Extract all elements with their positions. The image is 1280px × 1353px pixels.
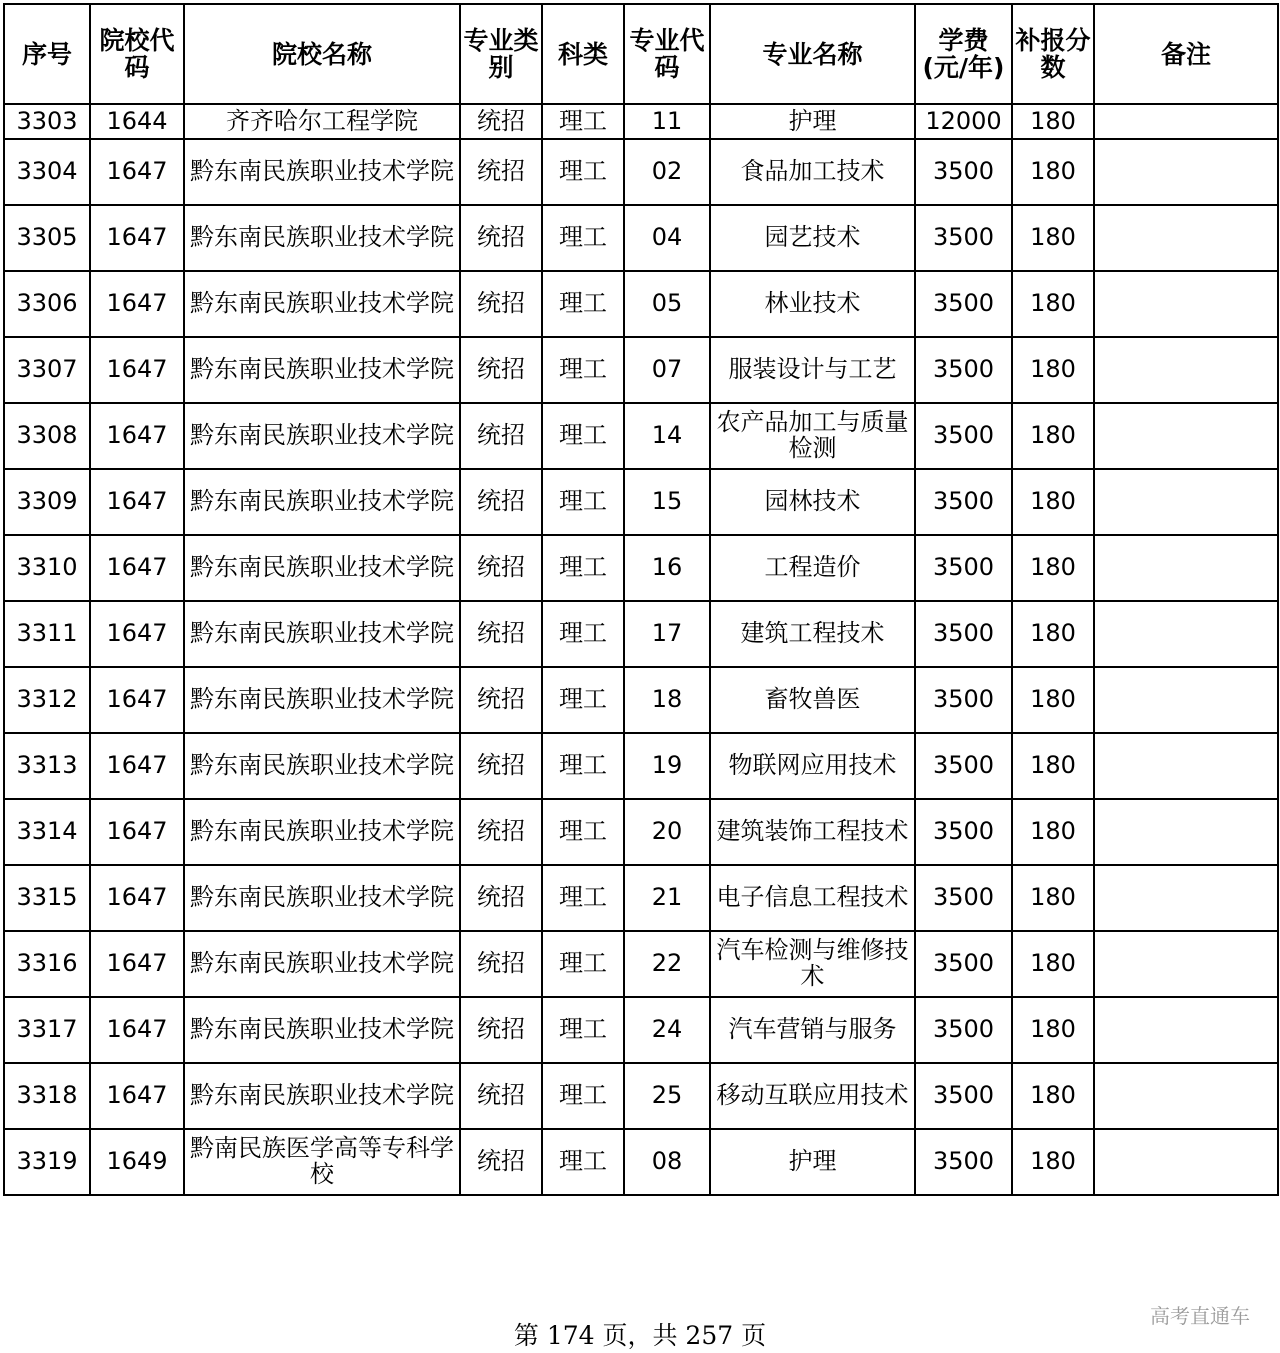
cell-score: 180 bbox=[1012, 733, 1094, 799]
cell-major-category: 统招 bbox=[460, 535, 542, 601]
cell-school-name: 黔东南民族职业技术学院 bbox=[184, 535, 460, 601]
cell-major-category: 统招 bbox=[460, 403, 542, 469]
header-score: 补报分数 bbox=[1012, 4, 1094, 104]
cell-school-name: 黔东南民族职业技术学院 bbox=[184, 799, 460, 865]
cell-tuition: 3500 bbox=[915, 931, 1012, 997]
cell-major-name: 建筑装饰工程技术 bbox=[710, 799, 915, 865]
cell-school-code: 1647 bbox=[90, 733, 184, 799]
cell-subject-type: 理工 bbox=[542, 1063, 624, 1129]
table-row bbox=[4, 667, 1278, 733]
cell-index: 3316 bbox=[4, 931, 90, 997]
cell-major-category: 统招 bbox=[460, 139, 542, 205]
header-school-code: 院校代码 bbox=[90, 4, 184, 104]
cell-score: 180 bbox=[1012, 997, 1094, 1063]
table-row bbox=[4, 403, 1278, 469]
table-header-row bbox=[4, 4, 1278, 104]
cell-subject-type: 理工 bbox=[542, 469, 624, 535]
cell-subject-type: 理工 bbox=[542, 139, 624, 205]
cell-major-code: 02 bbox=[624, 139, 710, 205]
cell-school-code: 1647 bbox=[90, 1063, 184, 1129]
cell-school-name: 黔东南民族职业技术学院 bbox=[184, 139, 460, 205]
cell-school-name: 黔东南民族职业技术学院 bbox=[184, 403, 460, 469]
cell-index: 3304 bbox=[4, 139, 90, 205]
cell-major-category: 统招 bbox=[460, 997, 542, 1063]
cell-major-name: 物联网应用技术 bbox=[710, 733, 915, 799]
cell-major-category: 统招 bbox=[460, 865, 542, 931]
cell-tuition: 3500 bbox=[915, 403, 1012, 469]
cell-remarks bbox=[1094, 997, 1278, 1063]
cell-major-category: 统招 bbox=[460, 1129, 542, 1195]
cell-school-code: 1647 bbox=[90, 799, 184, 865]
table-row bbox=[4, 535, 1278, 601]
cell-major-code: 17 bbox=[624, 601, 710, 667]
cell-major-category: 统招 bbox=[460, 337, 542, 403]
cell-subject-type: 理工 bbox=[542, 601, 624, 667]
cell-school-name: 黔东南民族职业技术学院 bbox=[184, 469, 460, 535]
cell-subject-type: 理工 bbox=[542, 667, 624, 733]
cell-tuition: 3500 bbox=[915, 1129, 1012, 1195]
cell-major-name: 建筑工程技术 bbox=[710, 601, 915, 667]
cell-school-name: 黔东南民族职业技术学院 bbox=[184, 667, 460, 733]
cell-major-name: 服装设计与工艺 bbox=[710, 337, 915, 403]
cell-tuition: 3500 bbox=[915, 799, 1012, 865]
cell-major-code: 14 bbox=[624, 403, 710, 469]
cell-index: 3315 bbox=[4, 865, 90, 931]
cell-score: 180 bbox=[1012, 469, 1094, 535]
cell-remarks bbox=[1094, 799, 1278, 865]
table-row bbox=[4, 601, 1278, 667]
cell-school-code: 1647 bbox=[90, 667, 184, 733]
cell-index: 3310 bbox=[4, 535, 90, 601]
cell-tuition: 3500 bbox=[915, 139, 1012, 205]
cell-score: 180 bbox=[1012, 1129, 1094, 1195]
cell-school-name: 黔东南民族职业技术学院 bbox=[184, 997, 460, 1063]
cell-school-code: 1644 bbox=[90, 104, 184, 139]
cell-major-name: 园林技术 bbox=[710, 469, 915, 535]
cell-major-name: 畜牧兽医 bbox=[710, 667, 915, 733]
cell-score: 180 bbox=[1012, 799, 1094, 865]
cell-major-code: 19 bbox=[624, 733, 710, 799]
cell-major-code: 11 bbox=[624, 104, 710, 139]
cell-remarks bbox=[1094, 271, 1278, 337]
cell-major-category: 统招 bbox=[460, 931, 542, 997]
cell-tuition: 3500 bbox=[915, 865, 1012, 931]
cell-major-category: 统招 bbox=[460, 733, 542, 799]
cell-index: 3311 bbox=[4, 601, 90, 667]
cell-remarks bbox=[1094, 1129, 1278, 1195]
cell-tuition: 3500 bbox=[915, 1063, 1012, 1129]
cell-major-category: 统招 bbox=[460, 799, 542, 865]
cell-major-code: 21 bbox=[624, 865, 710, 931]
cell-school-code: 1647 bbox=[90, 997, 184, 1063]
cell-school-code: 1647 bbox=[90, 205, 184, 271]
cell-tuition: 12000 bbox=[915, 104, 1012, 139]
cell-major-name: 食品加工技术 bbox=[710, 139, 915, 205]
cell-school-code: 1647 bbox=[90, 403, 184, 469]
cell-major-name: 护理 bbox=[710, 104, 915, 139]
cell-subject-type: 理工 bbox=[542, 535, 624, 601]
cell-major-name: 护理 bbox=[710, 1129, 915, 1195]
table-row bbox=[4, 931, 1278, 997]
table-row bbox=[4, 1129, 1278, 1195]
cell-tuition: 3500 bbox=[915, 205, 1012, 271]
cell-major-category: 统招 bbox=[460, 667, 542, 733]
watermark: 高考直通车 bbox=[1150, 1304, 1250, 1328]
cell-subject-type: 理工 bbox=[542, 104, 624, 139]
table-body bbox=[4, 104, 1278, 1195]
cell-tuition: 3500 bbox=[915, 535, 1012, 601]
cell-major-code: 16 bbox=[624, 535, 710, 601]
cell-score: 180 bbox=[1012, 535, 1094, 601]
cell-remarks bbox=[1094, 535, 1278, 601]
cell-index: 3303 bbox=[4, 104, 90, 139]
cell-major-code: 22 bbox=[624, 931, 710, 997]
cell-index: 3317 bbox=[4, 997, 90, 1063]
header-index: 序号 bbox=[4, 4, 90, 104]
cell-major-name: 园艺技术 bbox=[710, 205, 915, 271]
table-row bbox=[4, 997, 1278, 1063]
cell-tuition: 3500 bbox=[915, 667, 1012, 733]
cell-remarks bbox=[1094, 733, 1278, 799]
cell-score: 180 bbox=[1012, 865, 1094, 931]
cell-tuition: 3500 bbox=[915, 601, 1012, 667]
cell-score: 180 bbox=[1012, 104, 1094, 139]
table-row bbox=[4, 799, 1278, 865]
cell-index: 3313 bbox=[4, 733, 90, 799]
cell-school-code: 1647 bbox=[90, 601, 184, 667]
cell-score: 180 bbox=[1012, 139, 1094, 205]
cell-remarks bbox=[1094, 337, 1278, 403]
table-row bbox=[4, 337, 1278, 403]
header-tuition: 学费(元/年) bbox=[915, 4, 1012, 104]
cell-score: 180 bbox=[1012, 205, 1094, 271]
cell-major-code: 18 bbox=[624, 667, 710, 733]
cell-score: 180 bbox=[1012, 667, 1094, 733]
cell-index: 3308 bbox=[4, 403, 90, 469]
cell-major-name: 移动互联应用技术 bbox=[710, 1063, 915, 1129]
cell-major-name: 农产品加工与质量检测 bbox=[710, 403, 915, 469]
cell-subject-type: 理工 bbox=[542, 205, 624, 271]
cell-subject-type: 理工 bbox=[542, 337, 624, 403]
cell-index: 3307 bbox=[4, 337, 90, 403]
cell-remarks bbox=[1094, 139, 1278, 205]
cell-major-category: 统招 bbox=[460, 104, 542, 139]
cell-school-code: 1647 bbox=[90, 865, 184, 931]
table-row bbox=[4, 104, 1278, 139]
cell-major-category: 统招 bbox=[460, 271, 542, 337]
cell-major-name: 工程造价 bbox=[710, 535, 915, 601]
cell-major-code: 24 bbox=[624, 997, 710, 1063]
cell-index: 3319 bbox=[4, 1129, 90, 1195]
cell-index: 3314 bbox=[4, 799, 90, 865]
cell-major-code: 07 bbox=[624, 337, 710, 403]
cell-school-name: 黔东南民族职业技术学院 bbox=[184, 271, 460, 337]
cell-score: 180 bbox=[1012, 337, 1094, 403]
cell-major-code: 04 bbox=[624, 205, 710, 271]
cell-remarks bbox=[1094, 403, 1278, 469]
cell-major-code: 25 bbox=[624, 1063, 710, 1129]
cell-tuition: 3500 bbox=[915, 997, 1012, 1063]
cell-subject-type: 理工 bbox=[542, 1129, 624, 1195]
table-row bbox=[4, 139, 1278, 205]
cell-major-name: 林业技术 bbox=[710, 271, 915, 337]
cell-index: 3306 bbox=[4, 271, 90, 337]
header-subject-type: 科类 bbox=[542, 4, 624, 104]
cell-subject-type: 理工 bbox=[542, 403, 624, 469]
cell-subject-type: 理工 bbox=[542, 799, 624, 865]
cell-score: 180 bbox=[1012, 271, 1094, 337]
cell-subject-type: 理工 bbox=[542, 271, 624, 337]
cell-major-name: 汽车营销与服务 bbox=[710, 997, 915, 1063]
cell-tuition: 3500 bbox=[915, 469, 1012, 535]
header-remarks: 备注 bbox=[1094, 4, 1278, 104]
header-major-category: 专业类别 bbox=[460, 4, 542, 104]
cell-school-code: 1647 bbox=[90, 469, 184, 535]
cell-school-name: 黔东南民族职业技术学院 bbox=[184, 1063, 460, 1129]
cell-school-name: 黔东南民族职业技术学院 bbox=[184, 733, 460, 799]
cell-school-code: 1647 bbox=[90, 535, 184, 601]
cell-major-name: 电子信息工程技术 bbox=[710, 865, 915, 931]
cell-school-name: 黔东南民族职业技术学院 bbox=[184, 865, 460, 931]
cell-major-category: 统招 bbox=[460, 469, 542, 535]
cell-remarks bbox=[1094, 601, 1278, 667]
cell-school-name: 黔东南民族职业技术学院 bbox=[184, 931, 460, 997]
cell-school-code: 1647 bbox=[90, 271, 184, 337]
cell-major-category: 统招 bbox=[460, 205, 542, 271]
cell-remarks bbox=[1094, 931, 1278, 997]
header-major-code: 专业代码 bbox=[624, 4, 710, 104]
cell-remarks bbox=[1094, 667, 1278, 733]
cell-school-code: 1647 bbox=[90, 337, 184, 403]
cell-score: 180 bbox=[1012, 1063, 1094, 1129]
cell-index: 3305 bbox=[4, 205, 90, 271]
cell-score: 180 bbox=[1012, 601, 1094, 667]
cell-remarks bbox=[1094, 469, 1278, 535]
cell-subject-type: 理工 bbox=[542, 931, 624, 997]
cell-tuition: 3500 bbox=[915, 337, 1012, 403]
cell-school-name: 黔东南民族职业技术学院 bbox=[184, 205, 460, 271]
header-school-name: 院校名称 bbox=[184, 4, 460, 104]
admission-table bbox=[3, 3, 1279, 1196]
table-row bbox=[4, 865, 1278, 931]
cell-school-name: 黔东南民族职业技术学院 bbox=[184, 601, 460, 667]
table-row bbox=[4, 271, 1278, 337]
cell-school-name: 黔东南民族职业技术学院 bbox=[184, 337, 460, 403]
cell-tuition: 3500 bbox=[915, 271, 1012, 337]
cell-school-code: 1647 bbox=[90, 931, 184, 997]
cell-index: 3318 bbox=[4, 1063, 90, 1129]
cell-subject-type: 理工 bbox=[542, 997, 624, 1063]
cell-major-code: 15 bbox=[624, 469, 710, 535]
cell-major-code: 20 bbox=[624, 799, 710, 865]
cell-score: 180 bbox=[1012, 931, 1094, 997]
cell-school-name: 黔南民族医学高等专科学校 bbox=[184, 1129, 460, 1195]
cell-remarks bbox=[1094, 865, 1278, 931]
cell-score: 180 bbox=[1012, 403, 1094, 469]
cell-index: 3312 bbox=[4, 667, 90, 733]
cell-major-code: 08 bbox=[624, 1129, 710, 1195]
cell-major-category: 统招 bbox=[460, 601, 542, 667]
cell-index: 3309 bbox=[4, 469, 90, 535]
header-major-name: 专业名称 bbox=[710, 4, 915, 104]
cell-tuition: 3500 bbox=[915, 733, 1012, 799]
cell-major-category: 统招 bbox=[460, 1063, 542, 1129]
page-footer: 第 174 页，共 257 页 bbox=[513, 1321, 767, 1350]
cell-major-code: 05 bbox=[624, 271, 710, 337]
cell-subject-type: 理工 bbox=[542, 865, 624, 931]
table-row bbox=[4, 1063, 1278, 1129]
cell-remarks bbox=[1094, 104, 1278, 139]
table-row bbox=[4, 733, 1278, 799]
table-row bbox=[4, 205, 1278, 271]
cell-remarks bbox=[1094, 205, 1278, 271]
cell-school-code: 1649 bbox=[90, 1129, 184, 1195]
cell-school-name: 齐齐哈尔工程学院 bbox=[184, 104, 460, 139]
cell-major-name: 汽车检测与维修技术 bbox=[710, 931, 915, 997]
cell-remarks bbox=[1094, 1063, 1278, 1129]
cell-subject-type: 理工 bbox=[542, 733, 624, 799]
cell-school-code: 1647 bbox=[90, 139, 184, 205]
table-row bbox=[4, 469, 1278, 535]
